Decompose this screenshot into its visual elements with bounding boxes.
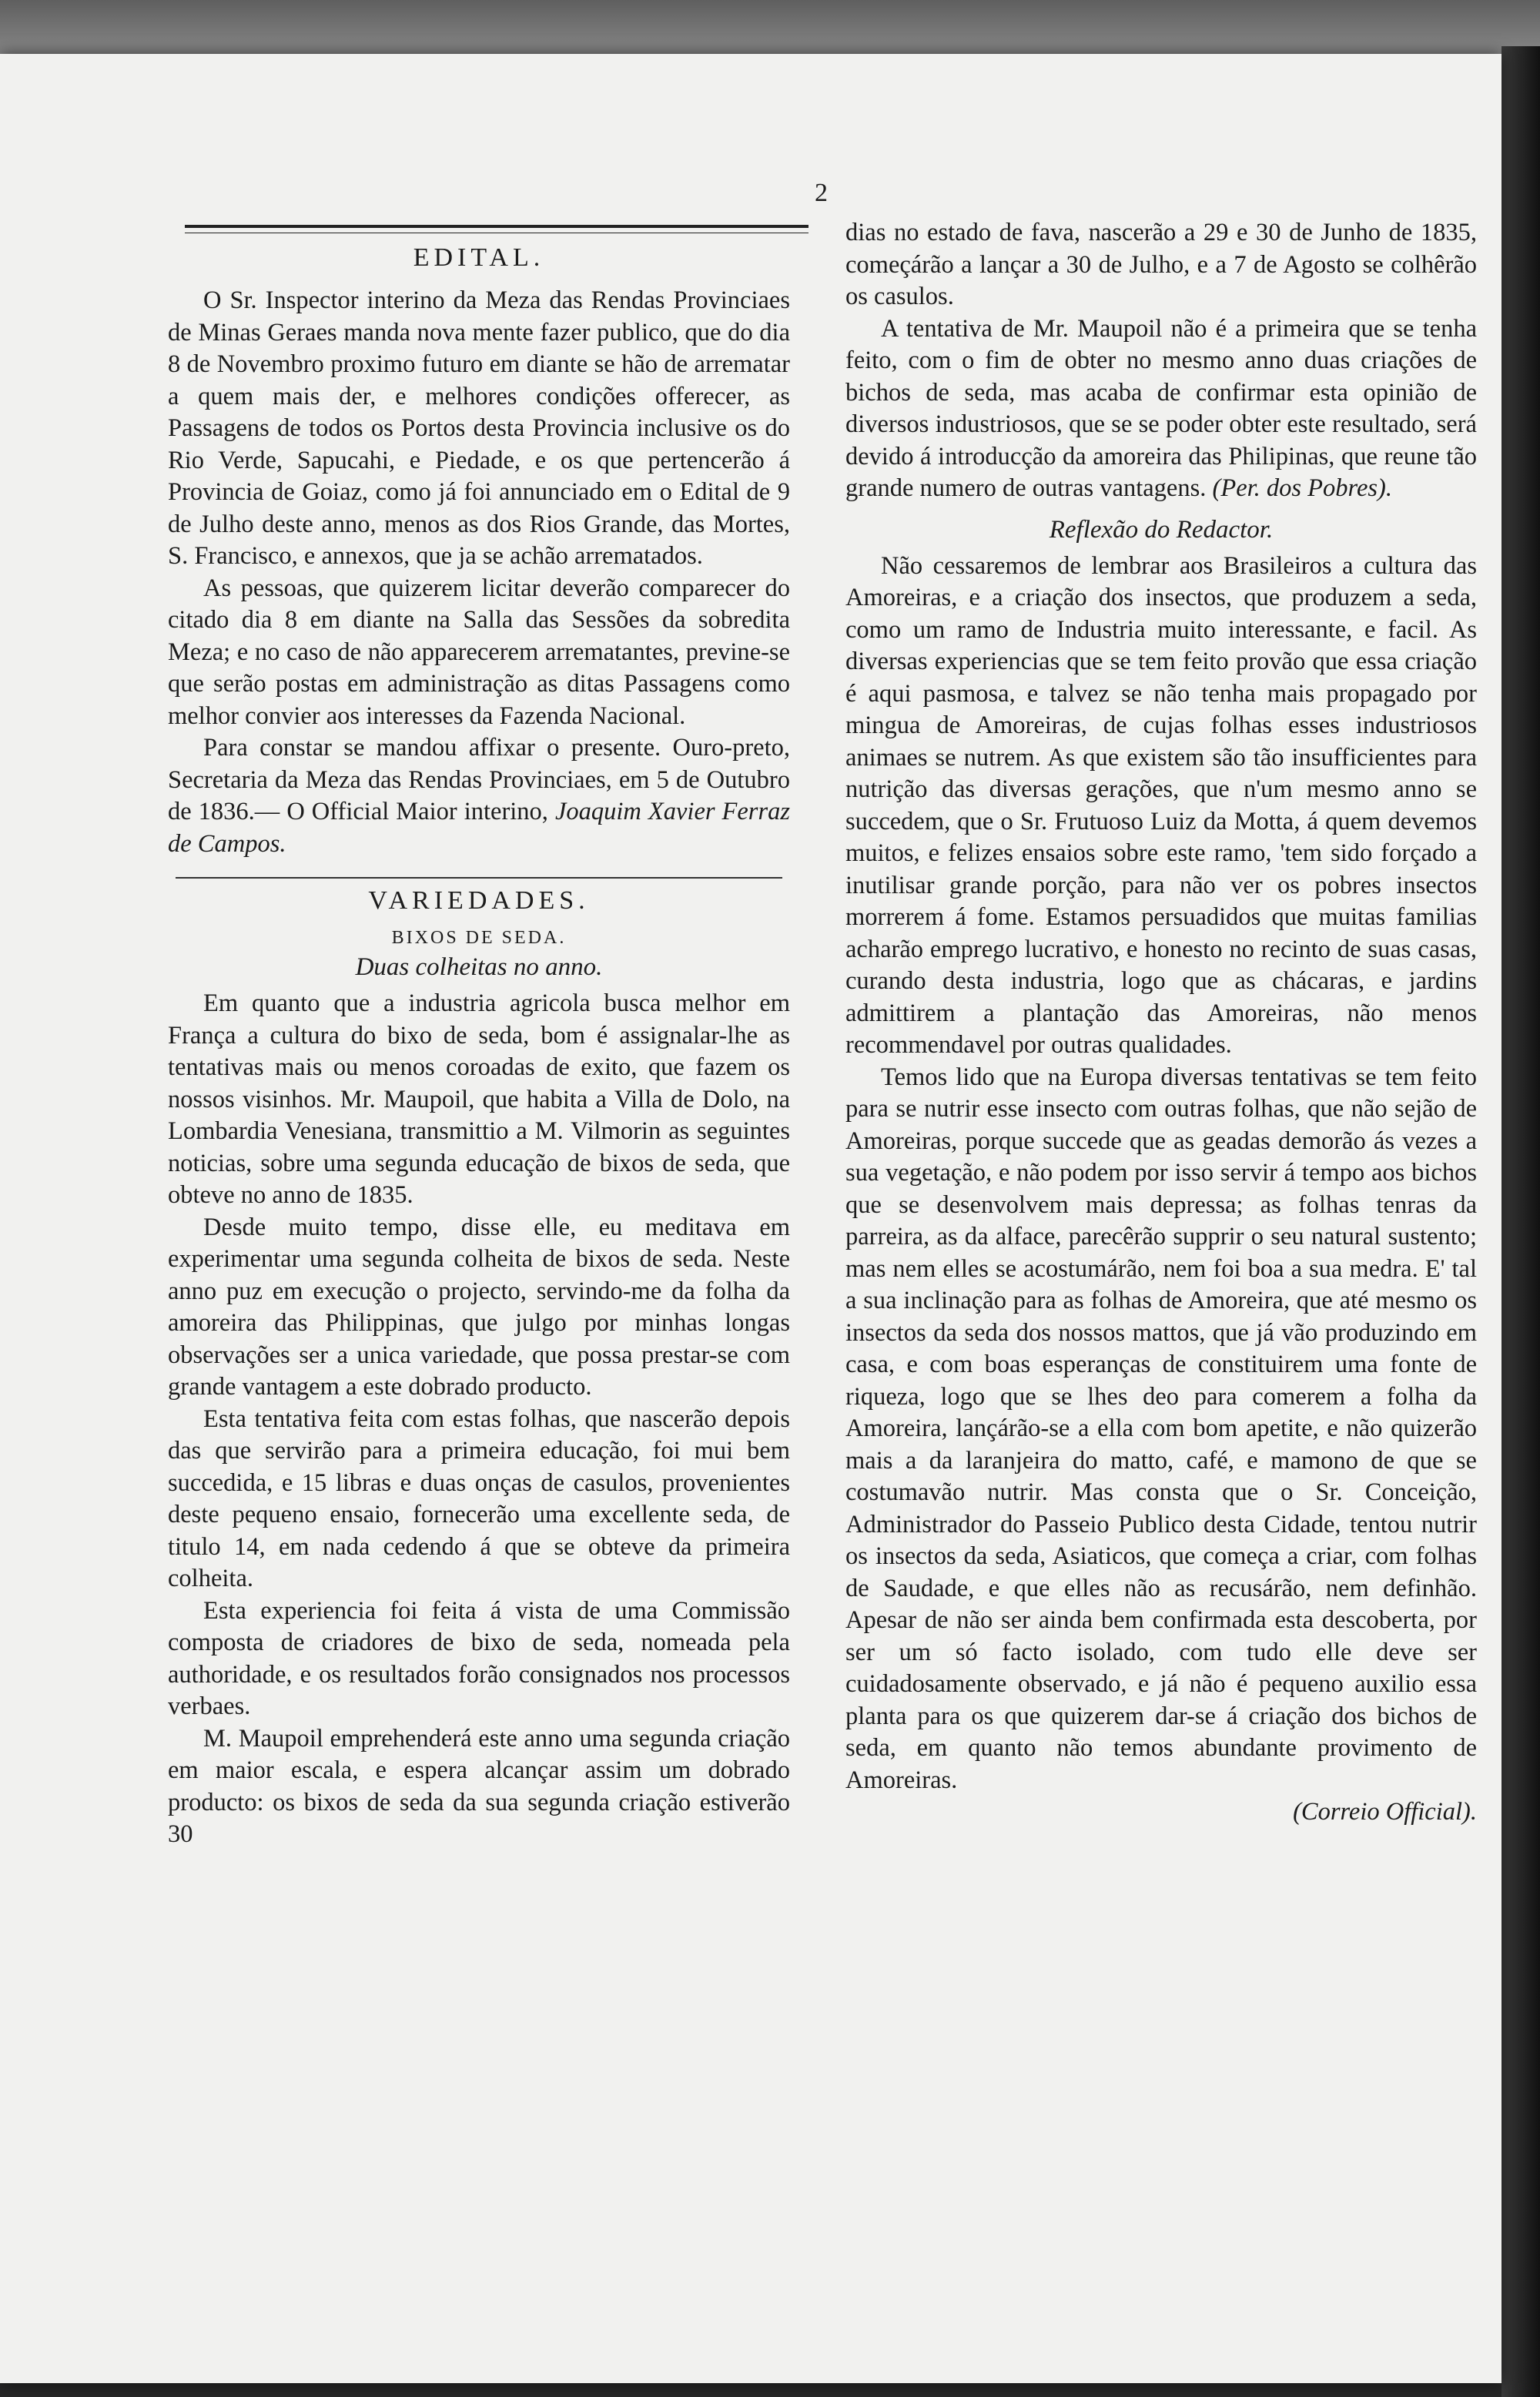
article-paragraph: Esta tentativa feita com estas folhas, que nascerão depois das que servirão para a primeira educação, foi mui bem succedida, e 15 libras e duas onças de casulos, provenientes deste pequeno ensaio, fornecerão uma excellente seda, de titulo 14, em nada cedendo á que se obteve da primeira colheita. bbox=[168, 1404, 790, 1592]
right-column bbox=[845, 217, 1477, 1829]
section-divider bbox=[176, 877, 782, 879]
article-paragraph: Esta experiencia foi feita á vista de uma Commissão composta de criadores de bixo de seda, nomeada pela authoridade, e os resultados forão consignados nos processos verbaes. bbox=[168, 1596, 790, 1720]
edital-paragraph-text: Para constar se mandou affixar o presente. Ouro-preto, Secretaria da Meza das Rendas Provinciaes, em 5 de Outubro de 1836.— O Official Maior interino, bbox=[168, 734, 790, 825]
left-column bbox=[168, 237, 790, 1851]
header-rule bbox=[185, 225, 808, 233]
reflexao-paragraph: Temos lido que na Europa diversas tentativas se tem feito para se nutrir esse insecto com outras folhas, que não sejão de Amoreiras, porque succede que as geadas demorão ás vezes a sua vegetação, e não podem por isso servir á tempo aos bichos que se desenvolvem mais depressa; as folhas tenras da parreira, as da alface, parecêrão supprir o seu natural sustento; mas nem elles se acostumárão, nem foi boa a sua medra. E' tal a sua inclinação para as folhas de Amoreira, que até mesmo os insectos da seda dos nossos mattos, que já vão produzindo em casa, e com boas esperanças de constituirem uma fonte de riqueza, logo que se lhes deo para comerem a folha da Amoreira, lançárão-se a ella com bom apetite, e não quizerão mais a da laranjeira do matto, café, e mamono de que se costumavão nutrir. Mas consta que o Sr. Conceição, Administrador do Passeio Publico desta Cidade, tentou nutrir os insectos da seda, Asiaticos, que começa a criar, com folhas de Saudade, e que elles não as recusárão, nem definhão. Apesar de não ser ainda bem confirmada esta descoberta, por ser um só facto isolado, com tudo elle deve ser cuidadosamente observado, e já não é pequeno auxilio essa planta para os que quizerem dar-se á criação dos bichos de seda, em quanto não temos abundante provimento de Amoreiras. bbox=[845, 1063, 1477, 1794]
edital-heading: EDITAL. bbox=[413, 243, 545, 272]
scan-right-edge bbox=[1502, 46, 1540, 2397]
edital-paragraph bbox=[168, 732, 790, 860]
reflexao-heading: Reflexão do Redactor. bbox=[1049, 515, 1274, 544]
variedades-heading: VARIEDADES. bbox=[368, 886, 590, 915]
source-citation: (Correio Official). bbox=[1293, 1798, 1477, 1826]
edital-signature: Joaquim Xavier Ferraz de Campos. bbox=[168, 798, 791, 858]
article-paragraph bbox=[845, 313, 1477, 505]
edital-paragraph: O Sr. Inspector interino da Meza das Rendas Provinciaes de Minas Geraes manda nova mente fazer publico, que do dia 8 de Novembro proximo futuro em diante se hão de arrematar a quem mais der, e melhores condições offerecer, as Passagens de todos os Portos desta Provincia inclusive os do Rio Verde, Sapucahi, e Piedade, e os que pertencerão á Provincia de Goiaz, como já foi annunciado em o Edital de 9 de Julho deste anno, menos as dos Rios Grande, das Mortes, S. Francisco, e annexos, que ja se achão arrematados. bbox=[168, 286, 790, 570]
page-number: 2 bbox=[815, 179, 828, 207]
article-paragraph-text: A tentativa de Mr. Maupoil não é a primeira que se tenha feito, com o fim de obter no mesmo anno duas criações de bichos de seda, mas acaba de confirmar esta opinião de diversos industriosos, que se se poder obter este resultado, será devido á introducção da amoreira das Philipinas, que reune tão grande numero de outras vantagens. bbox=[845, 314, 1477, 502]
source-citation: (Per. dos Pobres). bbox=[1212, 474, 1392, 502]
reflexao-paragraph: Não cessaremos de lembrar aos Brasileiros a cultura das Amoreiras, e a criação dos insectos, que produzem a seda, como um ramo de Industria muito interessante, e facil. As diversas experiencias que se tem feito provão que essa criação é aqui pasmosa, e talvez se não tenha mais propagado por mingua de Amoreiras, de cujas folhas esses industriosos animaes se nutrem. As que existem são tão insufficientes para nutrição das diversas gerações, que n'um mesmo anno se succedem, que o Sr. Frutuoso Luiz da Motta, á quem devemos muitos, e felizes ensaios sobre este ramo, 'tem sido forçado a inutilisar grande porção, para não ver os pobres insectos morrerem á fome. Estamos persuadidos que muitas familias acharão emprego lucrativo, e honesto no recinto de suas casas, curando desta industria, logo que as chácaras, e jardins admittirem a plantação das Amoreiras, não menos recommendavel por outras qualidades. bbox=[845, 551, 1477, 1059]
article-paragraph: M. Maupoil emprehenderá este anno uma segunda criação em maior escala, e espera alcançar assim um dobrado producto: os bixos de seda da sua segunda criação estiverão 30 bbox=[168, 1724, 790, 1848]
article-paragraph: Em quanto que a industria agricola busca melhor em França a cultura do bixo de seda, bom é assignalar-lhe as tentativas mais ou menos coroadas de exito, que fazem os nossos visinhos. Mr. Maupoil, que habita a Villa de Dolo, na Lombardia Venesiana, transmittio a M. Vilmorin as seguintes noticias, sobre uma segunda educação de bixos de seda, que obteve no anno de 1835. bbox=[168, 989, 790, 1209]
bixos-subheading: BIXOS DE SEDA. bbox=[391, 928, 567, 948]
article-title: Duas colheitas no anno. bbox=[355, 953, 603, 981]
edital-paragraph: As pessoas, que quizerem licitar deverão comparecer do citado dia 8 em diante na Salla das Sessões da sobredita Meza; e no caso de não apparecerem arrematantes, previne-se que serão postas em administração as ditas Passagens como melhor convier aos interesses da Fazenda Nacional. bbox=[168, 574, 790, 730]
article-continuation: dias no estado de fava, nascerão a 29 e 30 de Junho de 1835, começárão a lançar a 30 de Julho, e a 7 de Agosto se colhêrão os casulos. bbox=[845, 219, 1477, 310]
article-paragraph: Desde muito tempo, disse elle, eu meditava em experimentar uma segunda colheita de bixos de seda. Neste anno puz em execução o projecto, servindo-me da folha da amoreira das Philippinas, que julgo por minhas longas observações ser a unica variedade, que possa prestar-se com grande vantagem a este dobrado producto. bbox=[168, 1213, 790, 1401]
